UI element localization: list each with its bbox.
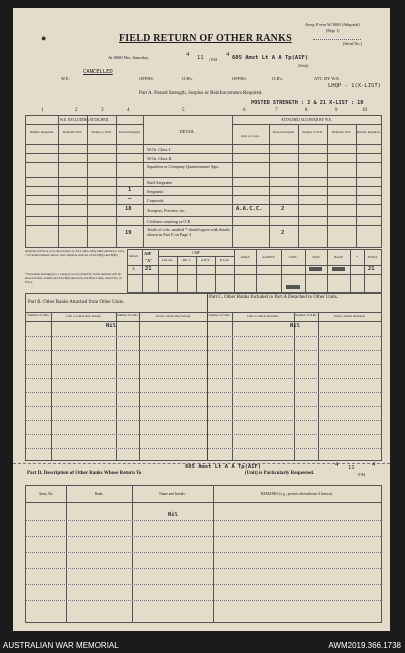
analysis-table <box>127 249 382 293</box>
part-b-col-unit: Unit to which they belong <box>66 314 101 318</box>
analysis-aamws: AAMWS <box>262 255 275 259</box>
col-surplus: Surplus to W.E. <box>91 130 112 134</box>
analysis-raaf: RAAF <box>334 255 343 259</box>
part-b-title: Part B. Other Ranks Attached from Other Units. <box>28 300 125 305</box>
lhqp-typed: LHQP - 1(X-LIST) <box>328 83 381 89</box>
page-ref: (Page 1) <box>326 28 340 33</box>
part-d-date-year-digit: 4 <box>372 462 376 468</box>
part-d-unit-typed: 605 Amst Lt A A Tp(AIF) <box>185 464 262 470</box>
part-d-date-year: /194 <box>357 472 366 477</box>
part-a-title: Part A. Posted Strength, Surplus or Reinforcements Required. <box>139 91 263 96</box>
troopers-att: 2 <box>281 206 285 212</box>
part-d-col-army-no: Army No. <box>38 492 54 496</box>
col-num-5: 5 <box>182 108 185 113</box>
detail-header: DETAIL. <box>179 129 196 134</box>
analysis-cmf-sub: Cmt Ser. <box>161 258 174 262</box>
part-d-col-remarks: REMARKS (e.g., present whereabouts if known). <box>261 492 333 496</box>
analysis-cmf-sub: B.A.W. <box>219 258 230 262</box>
analysis-row-a: A <box>132 267 135 271</box>
col-num-10: 10 <box>362 108 367 113</box>
col-num-7: 7 <box>275 108 278 113</box>
col-num-3: 3 <box>101 108 104 113</box>
part-d-title-tail: (Unit) is Particularly Requested. <box>245 471 315 476</box>
part-d-nil: Nil <box>168 512 178 518</box>
analysis-total-value: 21 <box>368 266 375 272</box>
footer-right: AWM2019.366.1738 <box>328 641 401 650</box>
offrs-label: OFFRS. <box>139 76 154 81</box>
analysis-aif-sub: "A" <box>145 258 153 263</box>
offrs-label-2: OFFRS. <box>232 76 247 81</box>
ors-label-2: O.R's. <box>272 76 284 81</box>
troopers-arm: A.A.C.C. <box>236 206 263 212</box>
hrs-prefix: At 0600 Hrs. Saturday <box>108 55 149 60</box>
part-c-col-unit-2: Unit to which detached. <box>333 314 366 318</box>
analysis-aif: AIF <box>144 251 152 256</box>
date-month: 11 <box>197 55 204 61</box>
form-title: FIELD RETURN OF OTHER RANKS <box>119 33 292 44</box>
part-d-date-month: 11 <box>348 465 355 471</box>
analysis-civil: CIVIL <box>288 255 298 259</box>
part-b-col-unit-2: Unit to which they belong <box>155 314 191 318</box>
part-bc-table <box>25 293 382 461</box>
col-posted-strength: Posted Strength. <box>118 130 141 134</box>
cancelled-stamp: CANCELLED <box>83 69 113 75</box>
analysis-ran: RAN <box>312 255 320 259</box>
sergeants-posted: 1 <box>128 187 132 193</box>
row-detail: Squadron or Company Quartermaster Sgts. <box>147 164 220 169</box>
part-d-col-name: Name and Initials. <box>159 492 186 496</box>
totals-posted: 19 <box>125 230 132 236</box>
we-label: W.E. <box>61 76 70 81</box>
row-detail: W.Os. Class I. <box>147 147 171 152</box>
col-att-reinfts: Reinfts. Required. <box>356 130 381 134</box>
col-num-9: 9 <box>335 108 338 113</box>
footer-bar <box>0 639 405 653</box>
corporals-posted: – <box>128 196 132 202</box>
footer-left: AUSTRALIAN WAR MEMORIAL <box>3 641 119 650</box>
part-d-table <box>25 485 382 623</box>
analysis-aif-value: 21 <box>145 266 152 272</box>
analysis-detail: Detail <box>129 254 138 258</box>
date-year-digit: 4 <box>226 52 230 58</box>
redaction-block <box>309 267 322 271</box>
part-b-nil: Nil <box>106 323 116 329</box>
col-att-surplus: Surplus to W.E. <box>302 130 323 134</box>
analysis-cmf: CMF <box>192 251 200 255</box>
col-num-4: 4 <box>127 108 130 113</box>
col-num-8: 8 <box>305 108 308 113</box>
part-b-col-no: Number of O.Rs. <box>27 313 50 317</box>
col-att-posted: Posted Strength. <box>272 130 295 134</box>
date-day: 4 <box>186 52 190 58</box>
left-group-header: W.E. EXCLUDING ATTACHED. <box>59 118 110 122</box>
part-b-col-no-2: Number of O.Rs. <box>116 313 139 317</box>
analysis-note: Analysis of Part A to be shown here by ALL units. Only units entitled to carry ? of reinforcements shown will complete analysis of Part B(ii) and B(iii). <box>25 249 125 257</box>
serial-line <box>313 39 361 40</box>
col-reinfts-required: Reinfts. Required. <box>29 130 55 134</box>
col-arm-corps: Arm or Corps. <box>240 134 261 138</box>
unit-typed: 605 Amst Lt A A Tp(AIF) <box>232 55 309 61</box>
part-c-col-no-2: Number of O.Rs. <box>295 313 317 317</box>
analysis-cmf-sub: Mil. 3 <box>182 258 191 262</box>
att-label: ATT. BY W.E. <box>314 76 341 81</box>
serial-label: (Serial No.) <box>343 41 362 46</box>
redaction-block <box>332 267 345 271</box>
analysis-total: TOTAL <box>367 255 378 259</box>
col-num-1: 1 <box>41 108 44 113</box>
ors-label: O.R's. <box>182 76 194 81</box>
part-c-nil: Nil <box>290 323 300 329</box>
col-deficient: Deficient W.E. <box>62 130 83 134</box>
part-a-table <box>25 115 382 248</box>
part-c-col-unit: Unit to which detached. <box>247 314 279 318</box>
right-group-header: ATTACHED ALLOWED BY W.E. <box>281 118 332 122</box>
troopers-posted: 18 <box>125 206 132 212</box>
row-detail: Staff Sergeants <box>147 180 173 185</box>
unit-label: (Unit) <box>298 63 309 68</box>
date-year: /194 <box>209 57 218 62</box>
analysis-awas: AWAS <box>240 255 250 259</box>
row-detail: Civilians counting as O.R. <box>147 219 192 224</box>
part-d-date-day: 4 <box>335 462 339 468</box>
part-d-col-rank: Rank. <box>94 492 104 496</box>
analysis-cmf-sub: A.H.Y. <box>201 258 210 262</box>
part-c-title: Part C. Other Ranks Included in Part A Detached to Other Units. <box>209 295 339 300</box>
row-detail: W.Os. Class II. <box>147 156 173 161</box>
form-number: Army Form W.3009 (Adapted) <box>305 22 360 27</box>
hole-mark-icon: ● <box>41 33 47 43</box>
row-detail: Totals of cols. marked * should agree with details shown in Part E on Page 3 <box>147 227 231 237</box>
form-sheet <box>13 8 390 631</box>
redaction-block <box>286 285 300 289</box>
posted-strength: POSTED STRENGTH : 2 & 21 X-LIST : 10 <box>251 100 364 106</box>
analysis-star: * <box>356 255 358 259</box>
part-d-title: Part D. Description of Other Ranks Whose Return To <box>27 471 142 476</box>
row-detail: Troopers, Privates, etc. <box>147 208 186 213</box>
row-detail: Sergeants <box>147 189 164 194</box>
totals-att: 2 <box>281 230 285 236</box>
col-att-deficient: Deficient W.E. <box>331 130 352 134</box>
col-num-2: 2 <box>75 108 78 113</box>
col-num-6: 6 <box>243 108 246 113</box>
row-detail: Corporals <box>147 198 164 203</box>
part-c-col-no: Number of O.Rs. <box>208 313 231 317</box>
analysis-note-2: * Personnel belonging to a category not provided for in the analysis will be shown in this column and Part B(ii) shown by the Base Camp. Serial No. of Force. <box>25 272 122 284</box>
